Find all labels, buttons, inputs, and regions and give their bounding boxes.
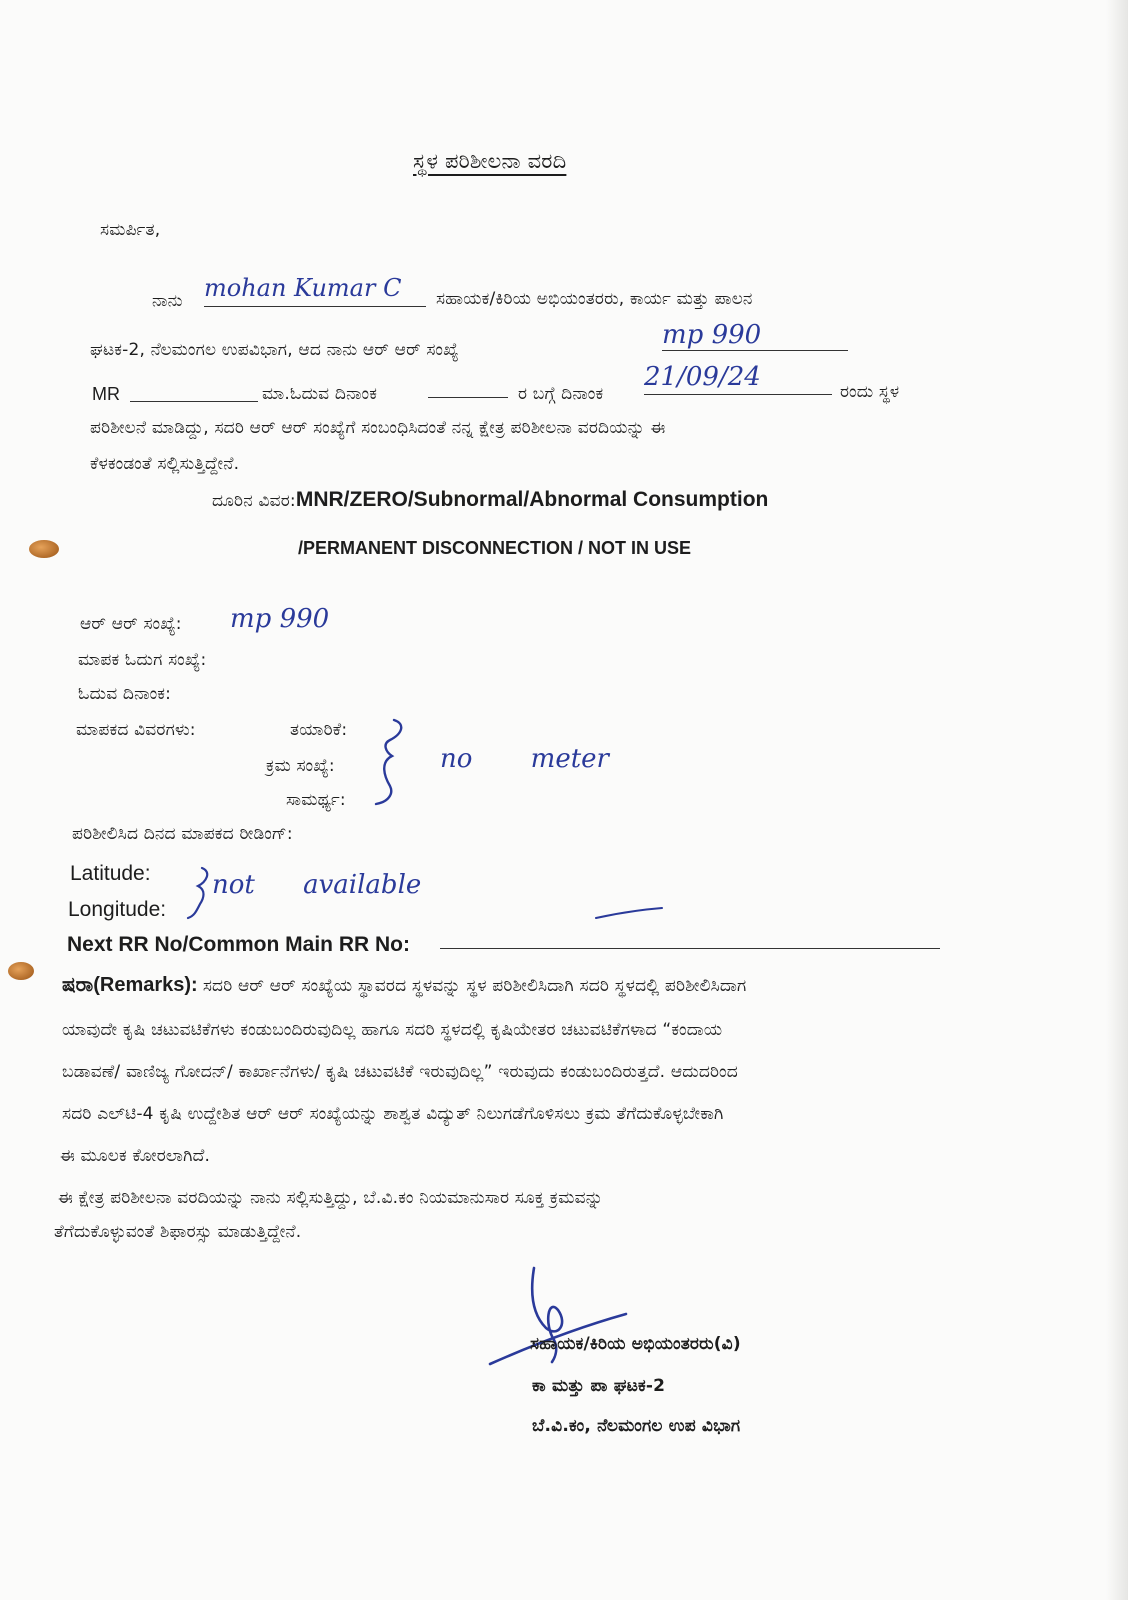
signatory-office: ಬೆ.ವಿ.ಕಂ, ನೆಲಮಂಗಲ ಉಪ ವಿಭಾಗ bbox=[532, 1416, 741, 1436]
handwritten-signature bbox=[486, 1262, 636, 1372]
handwritten-dash-mark bbox=[594, 906, 666, 920]
meter-serial-label: ಕ್ರಮ ಸಂಖ್ಯೆ: bbox=[266, 756, 335, 776]
meter-capacity-label: ಸಾಮರ್ಥ್ಯ: bbox=[286, 790, 346, 810]
complaint-label: ದೂರಿನ ವಿವರ: bbox=[212, 491, 296, 511]
para1-line5: ಕೆಳಕಂಡಂತೆ ಸಲ್ಲಿಸುತ್ತಿದ್ದೇನೆ. bbox=[90, 454, 240, 474]
reading-date-blank-line bbox=[428, 397, 508, 398]
page-edge-shadow bbox=[1106, 0, 1128, 1600]
closing-line1: ಈ ಕ್ಷೇತ್ರ ಪರಿಶೀಲನಾ ವರದಿಯನ್ನು ನಾನು ಸಲ್ಲಿಸುತ್ತಿದ್ದು, ಬೆ.ವಿ.ಕಂ ನಿಯಮಾನುಸಾರ ಸೂಕ್ತ ಕ್ರಮವನ್ನು bbox=[58, 1188, 604, 1208]
punch-hole-bottom bbox=[8, 962, 34, 980]
closing-line2: ತೆಗೆದುಕೊಳ್ಳುವಂತೆ ಶಿಫಾರಸ್ಸು ಮಾಡುತ್ತಿದ್ದೇನೆ. bbox=[54, 1222, 302, 1242]
remarks-text-line2: ಯಾವುದೇ ಕೃಷಿ ಚಟುವಟಿಕೆಗಳು ಕಂಡುಬಂದಿರುವುದಿಲ್ಲ ಹಾಗೂ ಸದರಿ ಸ್ಥಳದಲ್ಲಿ ಕೃಷಿಯೇತರ ಚಟುವಟಿಕೆಗಳಾದ “ಕಂದಾಯ bbox=[62, 1020, 723, 1040]
para1-line3-suffix: ರಂದು ಸ್ಥಳ bbox=[840, 382, 900, 402]
reading-date-label: ಓದುವ ದಿನಾಂಕ: bbox=[78, 684, 172, 704]
mr-label: MR bbox=[92, 384, 120, 404]
para1-prefix: ನಾನು bbox=[152, 291, 183, 311]
remarks-text-line3: ಬಡಾವಣೆ/ ವಾಣಿಜ್ಯ ಗೋದನ್/ ಕಾರ್ಖಾನೆಗಳು/ ಕೃಷಿ ಚಟುವಟಿಕೆ ಇರುವುದಿಲ್ಲ” ಇರುವುದು ಕಂಡುಬಂದಿರುತ್ತದೆ. ಆದುದರಿಂದ bbox=[62, 1062, 738, 1082]
meter-handwritten-note: no meter bbox=[440, 744, 609, 774]
mr-blank-line bbox=[130, 401, 258, 402]
reading-date-text: ಮಾ.ಓದುವ ದಿನಾಂಕ bbox=[262, 384, 378, 404]
remarks-label: ಷರಾ(Remarks): bbox=[62, 974, 198, 996]
latitude-label: Latitude: bbox=[70, 862, 151, 885]
meter-reader-number-label: ಮಾಪಕ ಓದುಗ ಸಂಖ್ಯೆ: bbox=[78, 650, 207, 670]
complaint-value-line1: MNR/ZERO/Subnormal/Abnormal Consumption bbox=[295, 488, 769, 511]
next-rr-label: Next RR No/Common Main RR No: bbox=[67, 933, 410, 956]
meter-make-label: ತಯಾರಿಕೆ: bbox=[290, 720, 348, 740]
para1-line4: ಪರಿಶೀಲನೆ ಮಾಡಿದ್ದು, ಸದರಿ ಆರ್ ಆರ್ ಸಂಖ್ಯೆಗೆ ಸಂಬಂಧಿಸಿದಂತೆ ನನ್ನ ಕ್ಷೇತ್ರ ಪರಿಶೀಲನಾ ವರದಿಯನ್ನು ಈ bbox=[90, 418, 666, 438]
meter-details-label: ಮಾಪಕದ ವಿವರಗಳು: bbox=[76, 720, 196, 740]
remarks-text-line5: ಈ ಮೂಲಕ ಕೋರಲಾಗಿದೆ. bbox=[60, 1146, 211, 1166]
meter-brace-mark bbox=[372, 716, 412, 806]
signatory-designation: ಸಹಾಯಕ/ಕಿರಿಯ ಅಭಿಯಂತರರು(ವಿ) bbox=[530, 1334, 741, 1354]
latlong-handwritten-note: not available bbox=[212, 870, 422, 900]
remarks-line1 bbox=[62, 974, 746, 997]
document-title: ಸ್ಥಳ ಪರಿಶೀಲನಾ ವರದಿ bbox=[413, 149, 567, 173]
remarks-text-line1: ಸದರಿ ಆರ್ ಆರ್ ಸಂಖ್ಯೆಯ ಸ್ಥಾವರದ ಸ್ಥಳವನ್ನು ಸ್ಥಳ ಪರಿಶೀಲಿಸಿದಾಗಿ ಸದರಿ ಸ್ಥಳದಲ್ಲಿ ಪರಿಶೀಲಿಸಿದಾಗ bbox=[202, 976, 747, 996]
salutation: ಸಮರ್ಪಿತ, bbox=[100, 220, 161, 240]
next-rr-blank-line bbox=[440, 948, 940, 949]
complaint-details bbox=[212, 488, 768, 512]
rr-number-handwritten: mp 990 bbox=[230, 604, 330, 634]
para1-line1-suffix: ಸಹಾಯಕ/ಕಿರಿಯ ಅಭಿಯಂತರರು, ಕಾರ್ಯ ಮತ್ತು ಪಾಲನ bbox=[436, 289, 753, 309]
rr-number-label: ಆರ್ ಆರ್ ಸಂಖ್ಯೆ: bbox=[80, 614, 182, 634]
longitude-label: Longitude: bbox=[68, 898, 167, 921]
complaint-value-line2: /PERMANENT DISCONNECTION / NOT IN USE bbox=[298, 538, 692, 558]
handwritten-name: mohan Kumar C bbox=[204, 274, 426, 307]
signatory-unit: ಕಾ ಮತ್ತು ಪಾ ಘಟಕ-2 bbox=[532, 1376, 666, 1396]
meter-reading-label: ಪರಿಶೀಲಿಸಿದ ದಿನದ ಮಾಪಕದ ರೀಡಿಂಗ್: bbox=[72, 824, 293, 844]
regarding-date-text: ರ ಬಗ್ಗೆ ದಿನಾಂಕ bbox=[518, 384, 604, 404]
remarks-text-line4: ಸದರಿ ಎಲ್‌ಟಿ-4 ಕೃಷಿ ಉದ್ದೇಶಿತ ಆರ್ ಆರ್ ಸಂಖ್ಯೆಯನ್ನು ಶಾಶ್ವತ ವಿದ್ಯುತ್ ನಿಲುಗಡೆಗೊಳಿಸಲು ಕ್ರಮ ತೆಗೆದುಕೊಳ್ಳಬೇಕಾಗಿ bbox=[62, 1104, 724, 1124]
para1-line2: ಘಟಕ-2, ನೆಲಮಂಗಲ ಉಪವಿಭಾಗ, ಆದ ನಾನು ಆರ್ ಆರ್ ಸಂಖ್ಯೆ bbox=[90, 340, 459, 360]
handwritten-inspection-date: 21/09/24 bbox=[644, 362, 832, 395]
handwritten-rr-number: mp 990 bbox=[662, 320, 848, 351]
punch-hole-top bbox=[29, 540, 59, 558]
